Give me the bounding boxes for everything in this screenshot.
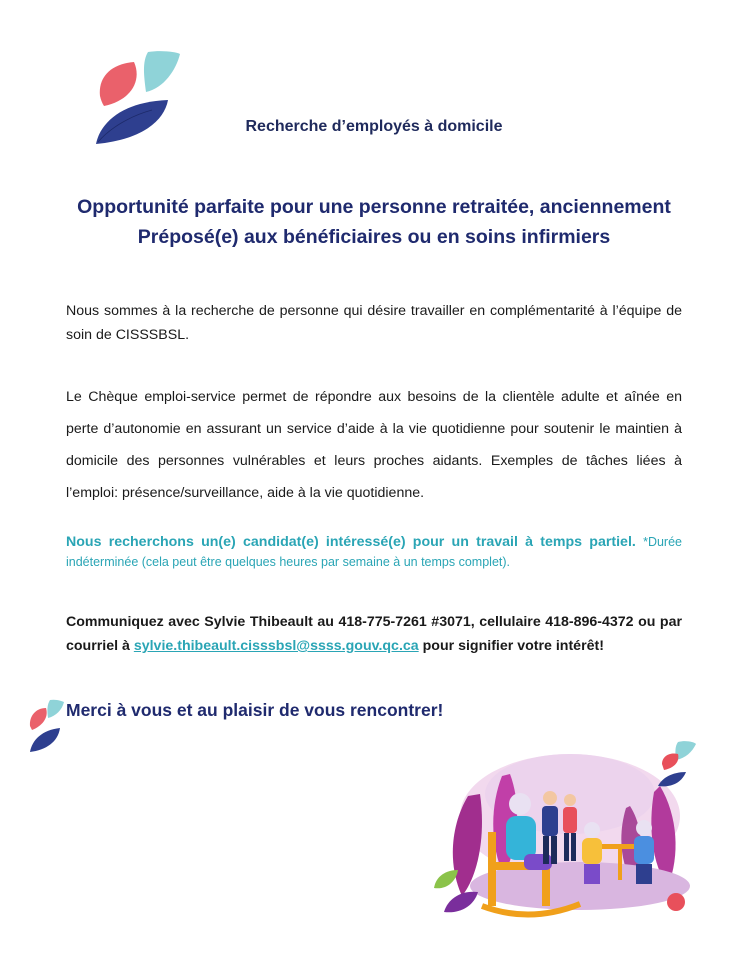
- contact-email-link[interactable]: sylvie.thibeault.cisssbsl@ssss.gouv.qc.ca: [133, 638, 419, 654]
- headline-line-1: Opportunité parfaite pour une personne retraitée, anciennement: [77, 196, 671, 218]
- search-bold-text: Nous recherchons un(e) candidat(e) intéressé(e) pour un travail à temps partiel.: [66, 534, 636, 550]
- contact-text: Communiquez avec Sylvie Thibeault au 418-775-7261 #3071, cellulaire 418-896-4372 ou par courriel à: [66, 614, 682, 654]
- search-note-text: *Durée indéterminée (cela peut être quelques heures par semaine à un temps complet).: [66, 535, 682, 569]
- small-leaf-logo-icon: [26, 698, 66, 754]
- contact-paragraph: [66, 610, 682, 658]
- seniors-illustration: [430, 736, 702, 926]
- headline-line-2: Préposé(e) aux bénéficiaires ou en soins infirmiers: [137, 226, 611, 248]
- cheque-paragraph: Le Chèque emploi-service permet de répondre aux besoins de la clientèle adulte et aînée en perte d’autonomie en assurant un service d’aide à la vie quotidienne pour soutenir le maintien à domicile des personnes vulnérables et leurs proches aidants. Exemples de tâches liées à l’emploi: présence/surveillance, aide à la vie quotidienne.: [66, 389, 682, 501]
- search-paragraph: [66, 532, 682, 572]
- intro-paragraph: Nous sommes à la recherche de personne qui désire travailler en complémentarité à l’équipe de soin de CISSSBSL.: [66, 303, 682, 343]
- page-title: Recherche d’employés à domicile: [245, 118, 503, 135]
- closing-text: Merci à vous et au plaisir de vous rencontrer!: [66, 700, 444, 720]
- headline: [0, 192, 748, 252]
- contact-after-text: pour signifier votre intérêt!: [422, 638, 604, 654]
